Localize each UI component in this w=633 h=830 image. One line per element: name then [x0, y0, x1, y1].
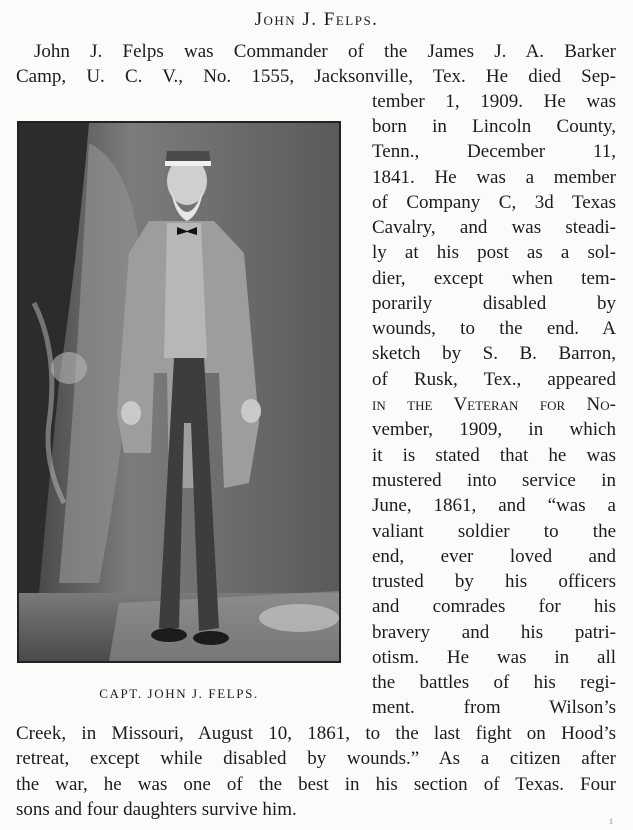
article-title: John J. Felps.	[254, 9, 379, 30]
text-line: sketch by S. B. Barron,	[372, 343, 616, 364]
text-line: tember 1, 1909. He was	[372, 91, 616, 112]
text-line: porarily disabled by	[372, 293, 616, 314]
text-line: Cavalry, and was steadi-	[372, 217, 616, 238]
text-line: John J. Felps was Commander of the James J. A. Barker	[34, 41, 616, 62]
text-line: sons and four daughters survive him.	[16, 799, 297, 820]
text-line: Tenn., December 11,	[372, 141, 616, 162]
text-line: otism. He was in all	[372, 647, 616, 668]
text-line: ment. from Wilson’s	[372, 697, 616, 718]
photo-caption: CAPT. JOHN J. FELPS.	[99, 686, 259, 701]
text-line: the war, he was one of the best in his section of Texas. Four	[16, 774, 616, 795]
text-line: of Rusk, Tex., appeared	[372, 369, 616, 390]
text-line: wounds, to the end. A	[372, 318, 616, 339]
text-line: in the Veteran for No-	[372, 394, 616, 415]
text-line: the battles of his regi-	[372, 672, 616, 693]
text-line: vember, 1909, in which	[372, 419, 616, 440]
text-line: Camp, U. C. V., No. 1555, Jacksonville, Tex. He died Sep-	[16, 66, 616, 87]
text-line: ly at his post as a sol-	[372, 242, 616, 263]
text-line: mustered into service in	[372, 470, 616, 491]
text-line: it is stated that he was	[372, 445, 616, 466]
text-line: of Company C, 3d Texas	[372, 192, 616, 213]
text-line: valiant soldier to the	[372, 521, 616, 542]
text-line: 1841. He was a member	[372, 167, 616, 188]
text-line: born in Lincoln County,	[372, 116, 616, 137]
text-line: dier, except when tem-	[372, 268, 616, 289]
portrait-illustration	[19, 123, 339, 661]
page-folio: 1	[609, 817, 613, 826]
text-line: Creek, in Missouri, August 10, 1861, to the last fight on Hood’s	[16, 723, 616, 744]
text-line: and comrades for his	[372, 596, 616, 617]
portrait-photo	[17, 121, 341, 663]
text-line: end, ever loved and	[372, 546, 616, 567]
text-line: June, 1861, and “was a	[372, 495, 616, 516]
text-line: trusted by his officers	[372, 571, 616, 592]
text-line: bravery and his patri-	[372, 622, 616, 643]
text-line: retreat, except while disabled by wounds.” As a citizen after	[16, 748, 616, 769]
